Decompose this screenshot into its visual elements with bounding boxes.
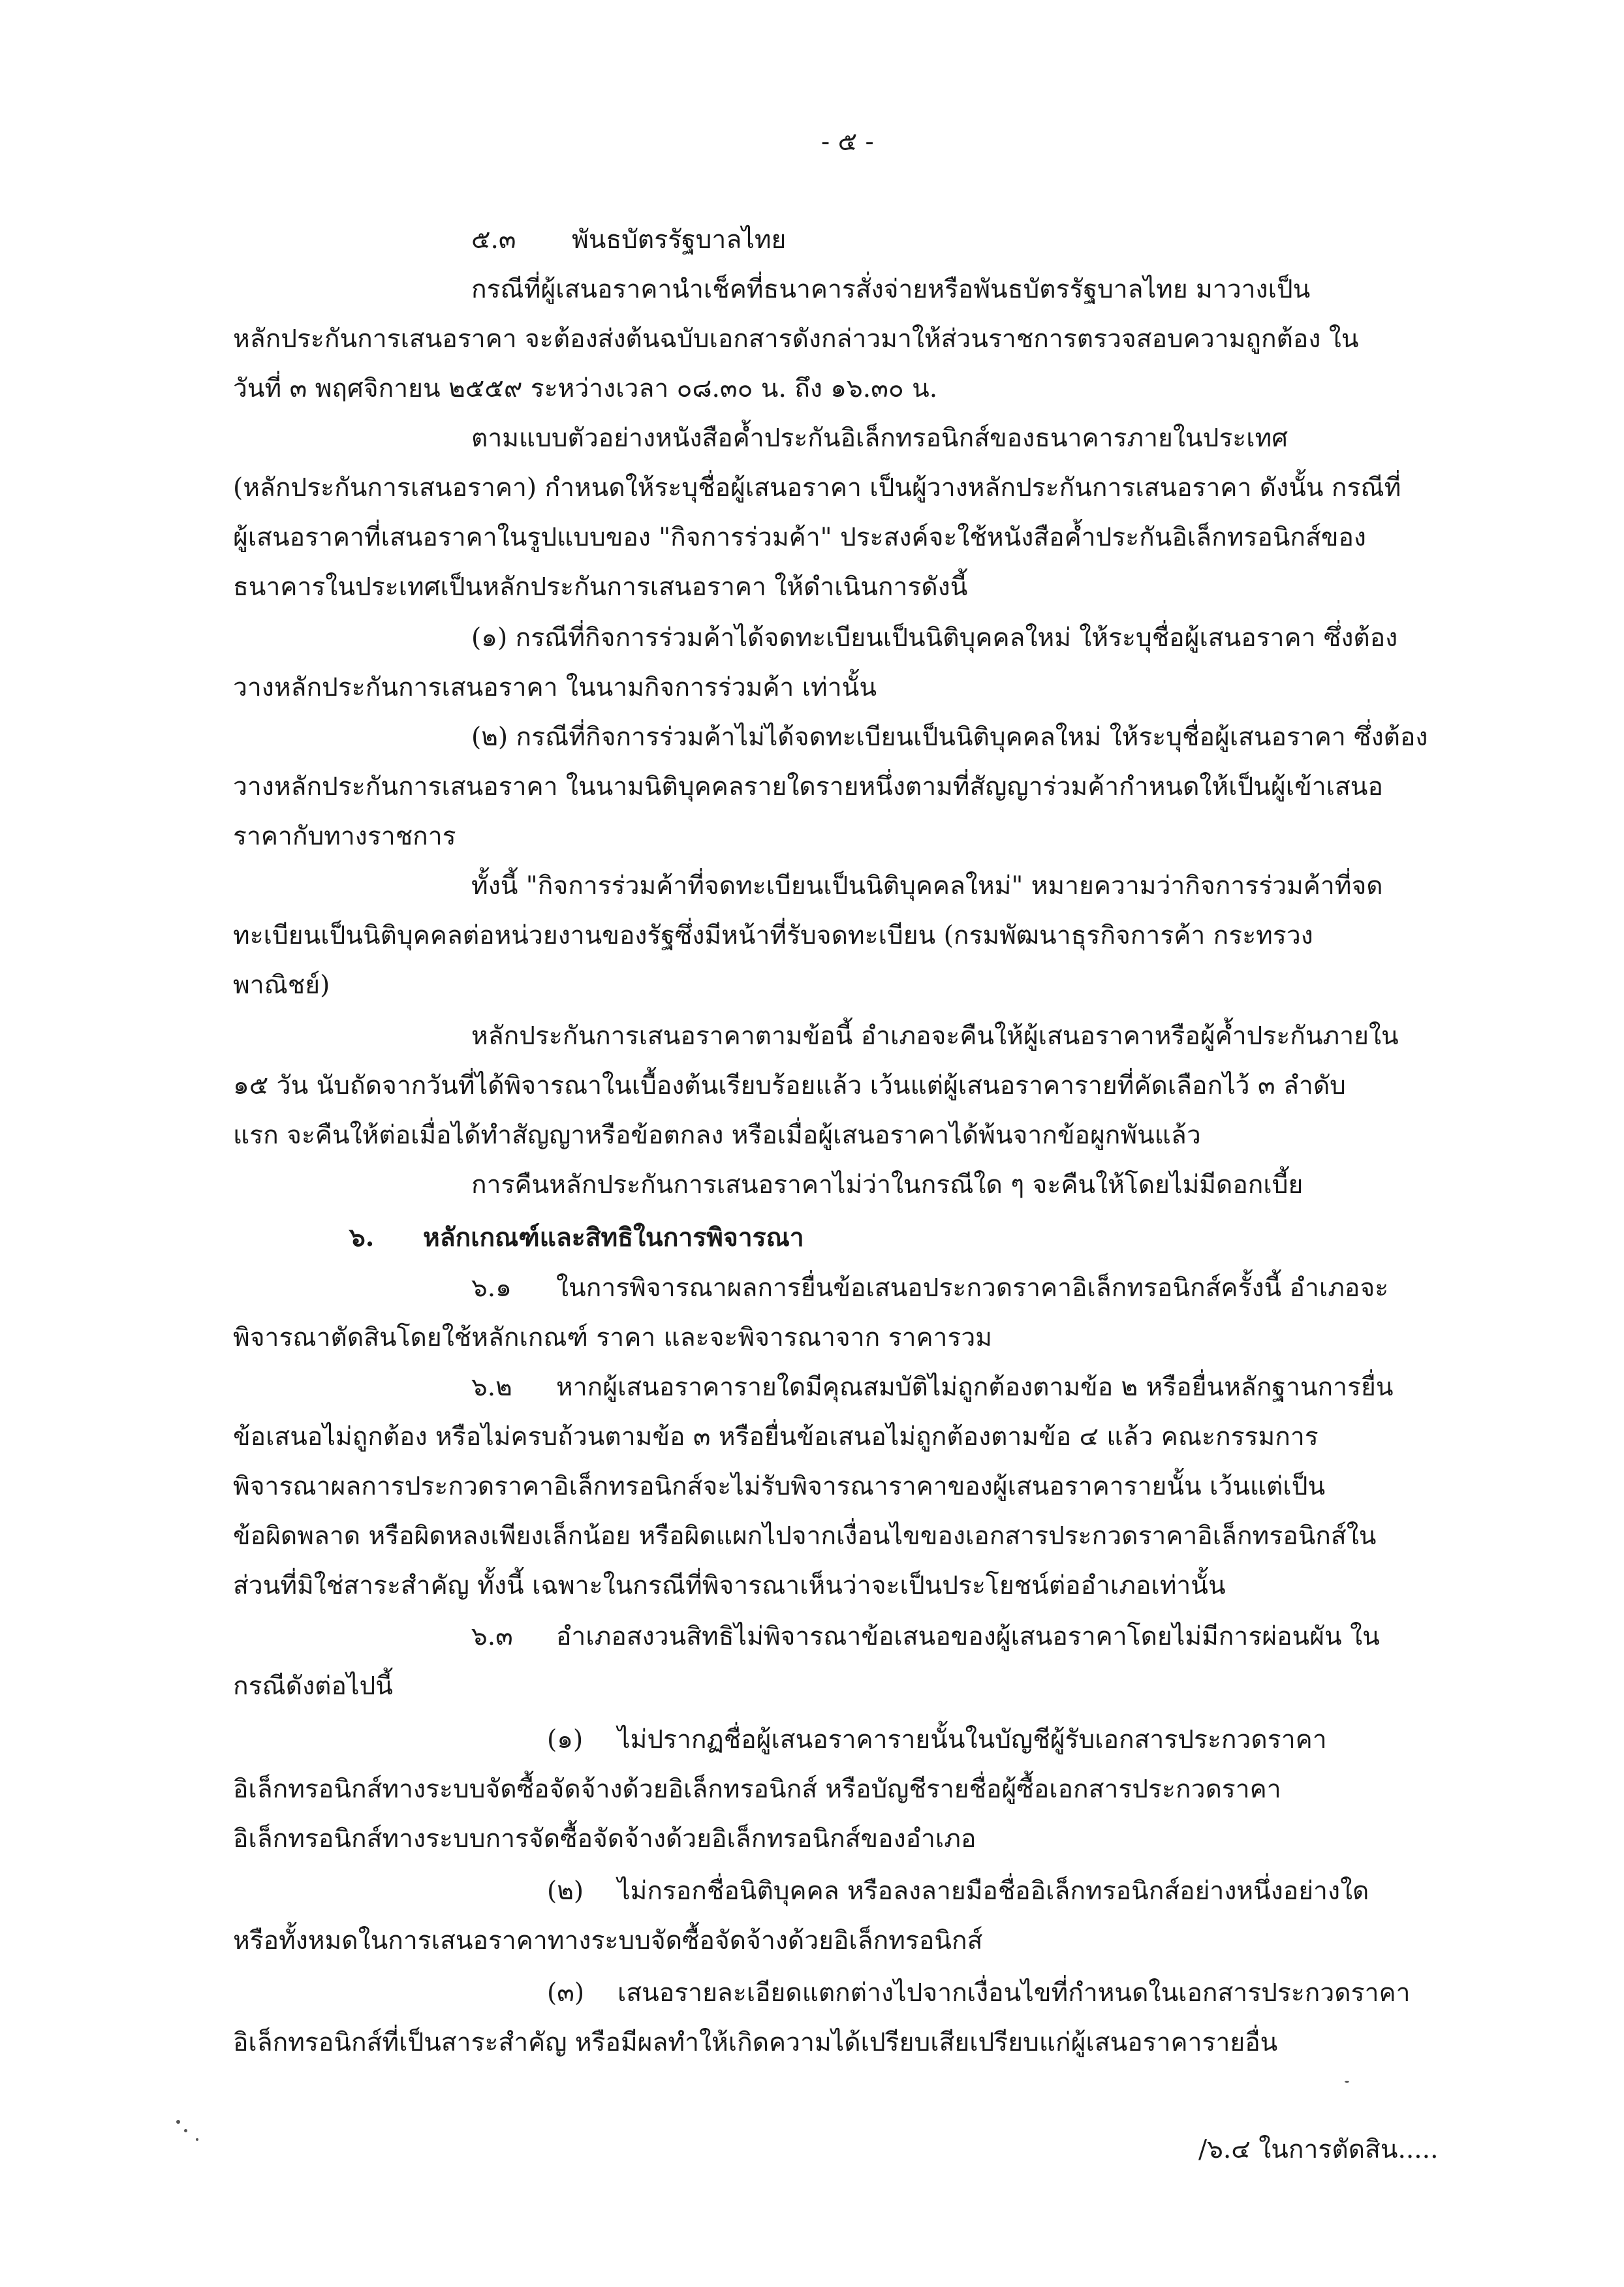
section-6-3-1-line-2: อิเล็กทรอนิกส์ทางระบบจัดซื้อจัดจ้างด้วยอิเล็กทรอนิกส์ หรือบัญชีรายชื่อผู้ซื้อเอกสารประกวดราคา <box>233 1775 1281 1804</box>
scan-speck <box>196 2138 198 2141</box>
section-6-3-3-line-2: อิเล็กทรอนิกส์ที่เป็นสาระสำคัญ หรือมีผลทำให้เกิดความได้เปรียบเสียเปรียบแก่ผู้เสนอราคารายอื่น <box>233 2028 1278 2057</box>
section-5-3-p4-line-1: หลักประกันการเสนอราคาตามข้อนี้ อำเภอจะคืนให้ผู้เสนอราคาหรือผู้ค้ำประกันภายใน <box>471 1021 1399 1051</box>
section-5-3-p2-line-4: ธนาคารในประเทศเป็นหลักประกันการเสนอราคา ให้ดำเนินการดังนี้ <box>233 572 968 602</box>
section-6-1-number: ๖.๑ <box>471 1273 512 1303</box>
section-5-3-p2-line-1: ตามแบบตัวอย่างหนังสือค้ำประกันอิเล็กทรอนิกส์ของธนาคารภายในประเทศ <box>471 424 1288 453</box>
section-6-3-line-2: กรณีดังต่อไปนี้ <box>233 1672 393 1701</box>
section-6-number: ๖. <box>349 1222 375 1252</box>
section-5-3-p1-line-1: กรณีที่ผู้เสนอราคานำเช็คที่ธนาคารสั่งจ่ายหรือพันธบัตรรัฐบาลไทย มาวางเป็น <box>471 275 1311 304</box>
section-5-3-p2-line-2: (หลักประกันการเสนอราคา) กำหนดให้ระบุชื่อผู้เสนอราคา เป็นผู้วางหลักประกันการเสนอราคา ดังนั้น กรณีที่ <box>233 473 1401 503</box>
section-5-3-p4-line-2: ๑๕ วัน นับถัดจากวันที่ได้พิจารณาในเบื้องต้นเรียบร้อยแล้ว เว้นแต่ผู้เสนอราคารายที่คัดเลือกไว้ ๓ ลำดับ <box>233 1071 1346 1100</box>
continuation-note: /๖.๔ ในการตัดสิน..... <box>1198 2135 1439 2164</box>
section-5-3-p4-line-3: แรก จะคืนให้ต่อเมื่อได้ทำสัญญาหรือข้อตกลง หรือเมื่อผู้เสนอราคาได้พ้นจากข้อผูกพันแล้ว <box>233 1121 1201 1150</box>
section-5-3-item-2-line-2: วางหลักประกันการเสนอราคา ในนามนิติบุคคลรายใดรายหนึ่งตามที่สัญญาร่วมค้ากำหนดให้เป็นผู้เข้าเสนอ <box>233 772 1383 801</box>
section-6-2-line-1: หากผู้เสนอราคารายใดมีคุณสมบัติไม่ถูกต้องตามข้อ ๒ หรือยื่นหลักฐานการยื่น <box>556 1373 1394 1402</box>
section-6-1-line-1: ในการพิจารณาผลการยื่นข้อเสนอประกวดราคาอิเล็กทรอนิกส์ครั้งนี้ อำเภอจะ <box>556 1273 1389 1303</box>
scan-speck <box>176 2120 180 2124</box>
section-5-3-number: ๕.๓ <box>471 225 516 255</box>
section-5-3-item-2-line-3: ราคากับทางราชการ <box>233 822 456 851</box>
section-5-3-heading: พันธบัตรรัฐบาลไทย <box>572 225 787 255</box>
section-6-2-line-3: พิจารณาผลการประกวดราคาอิเล็กทรอนิกส์จะไม่รับพิจารณาราคาของผู้เสนอราคารายนั้น เว้นแต่เป็น <box>233 1472 1326 1501</box>
section-6-3-1-line-1: ไม่ปรากฏชื่อผู้เสนอราคารายนั้นในบัญชีผู้รับเอกสารประกวดราคา <box>617 1725 1327 1754</box>
page-number: - ๕ - <box>821 127 874 157</box>
section-6-1-line-2: พิจารณาตัดสินโดยใช้หลักเกณฑ์ ราคา และจะพิจารณาจาก ราคารวม <box>233 1323 993 1352</box>
scan-speck <box>184 2129 187 2132</box>
section-5-3-item-1-line-1: (๑) กรณีที่กิจการร่วมค้าได้จดทะเบียนเป็นนิติบุคคลใหม่ ให้ระบุชื่อผู้เสนอราคา ซึ่งต้อง <box>471 623 1398 653</box>
section-6-2-line-5: ส่วนที่มิใช่สาระสำคัญ ทั้งนี้ เฉพาะในกรณีที่พิจารณาเห็นว่าจะเป็นประโยชน์ต่ออำเภอเท่านั้น <box>233 1571 1226 1600</box>
section-6-3-2-line-2: หรือทั้งหมดในการเสนอราคาทางระบบจัดซื้อจัดจ้างด้วยอิเล็กทรอนิกส์ <box>233 1926 983 1955</box>
section-6-heading: หลักเกณฑ์และสิทธิในการพิจารณา <box>423 1222 804 1252</box>
section-6-3-line-1: อำเภอสงวนสิทธิไม่พิจารณาข้อเสนอของผู้เสนอราคาโดยไม่มีการผ่อนผัน ใน <box>556 1622 1380 1651</box>
section-6-3-1-number: (๑) <box>547 1725 584 1754</box>
section-6-3-2-line-1: ไม่กรอกชื่อนิติบุคคล หรือลงลายมือชื่ออิเล็กทรอนิกส์อย่างหนึ่งอย่างใด <box>617 1876 1369 1906</box>
section-5-3-p3-line-3: พาณิชย์) <box>233 971 330 1000</box>
section-5-3-p3-line-1: ทั้งนี้ "กิจการร่วมค้าที่จดทะเบียนเป็นนิติบุคคลใหม่" หมายความว่ากิจการร่วมค้าที่จด <box>471 871 1383 901</box>
section-6-3-2-number: (๒) <box>547 1876 584 1906</box>
section-6-3-3-line-1: เสนอรายละเอียดแตกต่างไปจากเงื่อนไขที่กำหนดในเอกสารประกวดราคา <box>617 1978 1411 2008</box>
scan-speck <box>1345 2081 1349 2083</box>
section-5-3-p3-line-2: ทะเบียนเป็นนิติบุคคลต่อหน่วยงานของรัฐซึ่งมีหน้าที่รับจดทะเบียน (กรมพัฒนาธุรกิจการค้า กระทรวง <box>233 921 1313 950</box>
section-6-2-line-4: ข้อผิดพลาด หรือผิดหลงเพียงเล็กน้อย หรือผิดแผกไปจากเงื่อนไขของเอกสารประกวดราคาอิเล็กทรอนิกส์ใน <box>233 1521 1377 1551</box>
section-5-3-p1-line-2: หลักประกันการเสนอราคา จะต้องส่งต้นฉบับเอกสารดังกล่าวมาให้ส่วนราชการตรวจสอบความถูกต้อง ใน <box>233 324 1359 354</box>
section-5-3-p5: การคืนหลักประกันการเสนอราคาไม่ว่าในกรณีใด ๆ จะคืนให้โดยไม่มีดอกเบี้ย <box>471 1170 1304 1200</box>
section-6-3-3-number: (๓) <box>547 1978 585 2008</box>
section-6-2-number: ๖.๒ <box>471 1373 512 1402</box>
section-5-3-p1-line-3: วันที่ ๓ พฤศจิกายน ๒๕๕๙ ระหว่างเวลา ๐๘.๓๐ น. ถึง ๑๖.๓๐ น. <box>233 374 938 403</box>
section-6-2-line-2: ข้อเสนอไม่ถูกต้อง หรือไม่ครบถ้วนตามข้อ ๓ หรือยื่นข้อเสนอไม่ถูกต้องตามข้อ ๔ แล้ว คณะกรรมการ <box>233 1422 1319 1452</box>
section-6-3-1-line-3: อิเล็กทรอนิกส์ทางระบบการจัดซื้อจัดจ้างด้วยอิเล็กทรอนิกส์ของอำเภอ <box>233 1824 976 1854</box>
section-5-3-p2-line-3: ผู้เสนอราคาที่เสนอราคาในรูปแบบของ "กิจการร่วมค้า" ประสงค์จะใช้หนังสือค้ำประกันอิเล็กทรอนิกส์ของ <box>233 523 1366 552</box>
section-5-3-item-1-line-2: วางหลักประกันการเสนอราคา ในนามกิจการร่วมค้า เท่านั้น <box>233 673 877 702</box>
section-5-3-item-2-line-1: (๒) กรณีที่กิจการร่วมค้าไม่ได้จดทะเบียนเป็นนิติบุคคลใหม่ ให้ระบุชื่อผู้เสนอราคา ซึ่งต้อง <box>471 723 1428 752</box>
section-6-3-number: ๖.๓ <box>471 1622 513 1651</box>
